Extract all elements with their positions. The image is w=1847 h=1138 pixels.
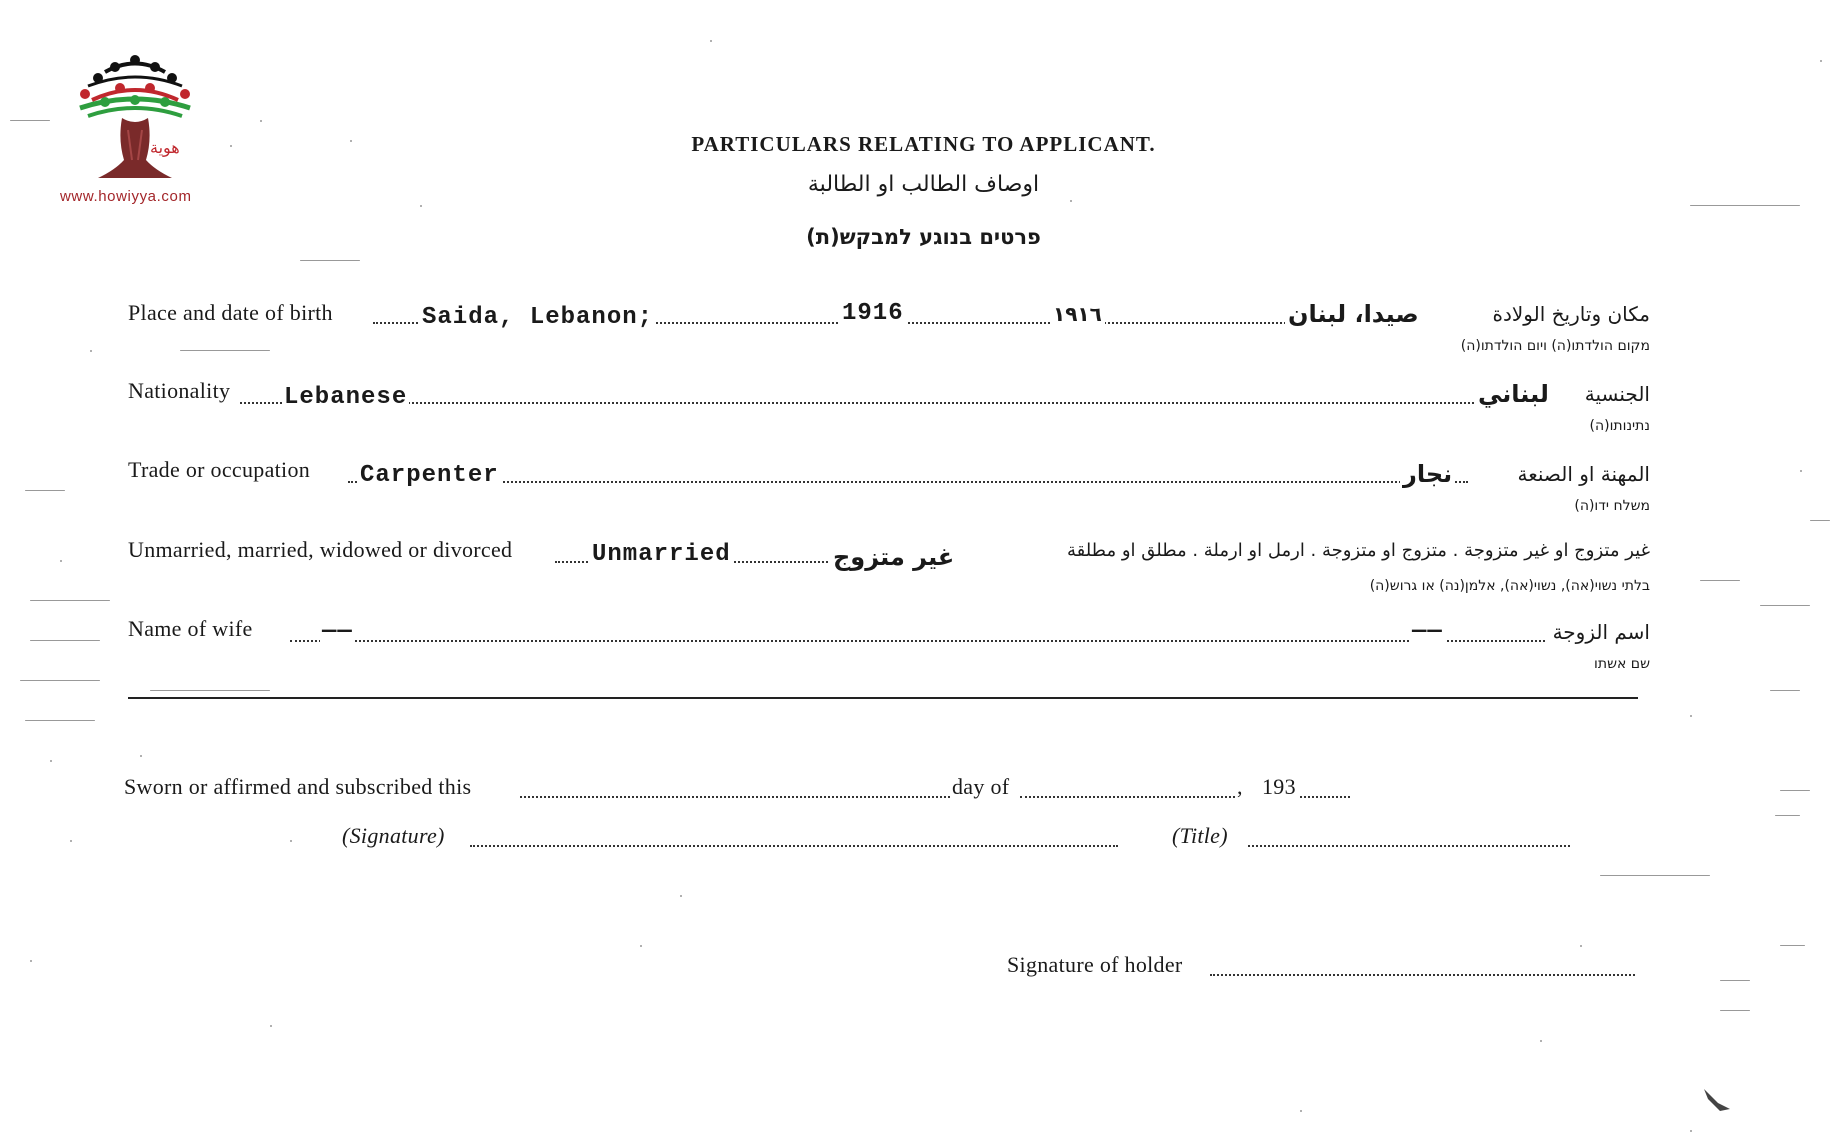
birth-year-value: 1916: [842, 300, 904, 327]
sworn-year-prefix: 193: [1262, 774, 1296, 799]
marital-label-en: Unmarried, married, widowed or divorced: [128, 537, 513, 562]
logo-wordmark: هوية: [150, 138, 180, 157]
wife-dotted-line: [290, 640, 1545, 642]
marital-value-ar: غير متزوج: [830, 543, 957, 571]
occupation-label-ar: المهنة او الصنعة: [1517, 462, 1650, 486]
wife-label-ar: اسم الزوجة: [1552, 620, 1650, 644]
form-title-ar: اوصاف الطالب او الطالبة: [807, 172, 1040, 197]
birth-ar-place-value: صيدا، لبنان: [1285, 300, 1422, 328]
sworn-year-comma: ,: [1237, 774, 1243, 799]
wife-value-ar: ——: [1412, 618, 1443, 645]
sworn-month-dotted-line: [1020, 796, 1235, 798]
birth-label-he: מקום הולדתו(ה) ויום הולדתו(ה): [1460, 338, 1650, 354]
wife-label-he: שם אשתו: [1594, 656, 1650, 672]
nationality-label-en: Nationality: [128, 378, 231, 403]
signature-label: (Signature): [342, 823, 445, 848]
nationality-dotted-line: [240, 402, 1530, 404]
nationality-value-ar: لبناني: [1475, 380, 1552, 408]
section-divider: [128, 697, 1638, 699]
birth-place-value: Saida, Lebanon;: [422, 304, 654, 331]
sworn-day-dotted-line: [520, 796, 950, 798]
tree-logo-icon: [70, 50, 200, 185]
wife-label-en: Name of wife: [128, 616, 253, 641]
sworn-day-of: day of: [952, 774, 1010, 799]
wife-value-en: ——: [322, 618, 353, 645]
form-title-en: PARTICULARS RELATING TO APPLICANT.: [691, 132, 1156, 156]
occupation-label-he: משלח ידו(ה): [1574, 498, 1650, 514]
sworn-text: Sworn or affirmed and subscribed this: [124, 774, 472, 799]
sworn-year-dotted-line: [1300, 796, 1350, 798]
holder-signature-label: Signature of holder: [1007, 952, 1183, 977]
marital-label-ar: غير متزوج او غير متزوجة . متزوج او متزوجة . ارمل او ارملة . مطلق او مطلقة: [1066, 540, 1650, 561]
birth-label-en: Place and date of birth: [128, 300, 333, 325]
occupation-value-ar: نجار: [1400, 460, 1455, 488]
birth-ar-year-value: ١٩١٦: [1050, 302, 1105, 326]
corner-mark-icon: [1700, 1085, 1736, 1120]
nationality-label-he: נתינותו(ה): [1589, 418, 1650, 434]
signature-dotted-line: [470, 845, 1118, 847]
occupation-dotted-line: [348, 481, 1468, 483]
marital-label-he: בלתי נשוי(אה), נשוי(אה), אלמן(נה) או גרוש(ה): [1369, 578, 1650, 594]
nationality-value-en: Lebanese: [284, 384, 408, 411]
form-title-he: פרטים בנוגע למבקש(ת): [806, 225, 1041, 249]
title-dotted-line: [1248, 845, 1570, 847]
nationality-label-ar: الجنسية: [1584, 382, 1650, 406]
birth-label-ar: مكان وتاريخ الولادة: [1492, 302, 1650, 326]
occupation-label-en: Trade or occupation: [128, 457, 311, 482]
occupation-value-en: Carpenter: [360, 462, 499, 489]
title-label: (Title): [1172, 823, 1228, 848]
marital-value-en: Unmarried: [592, 541, 731, 568]
holder-signature-dotted-line: [1210, 974, 1635, 976]
logo-url: www.howiyya.com: [60, 188, 192, 205]
